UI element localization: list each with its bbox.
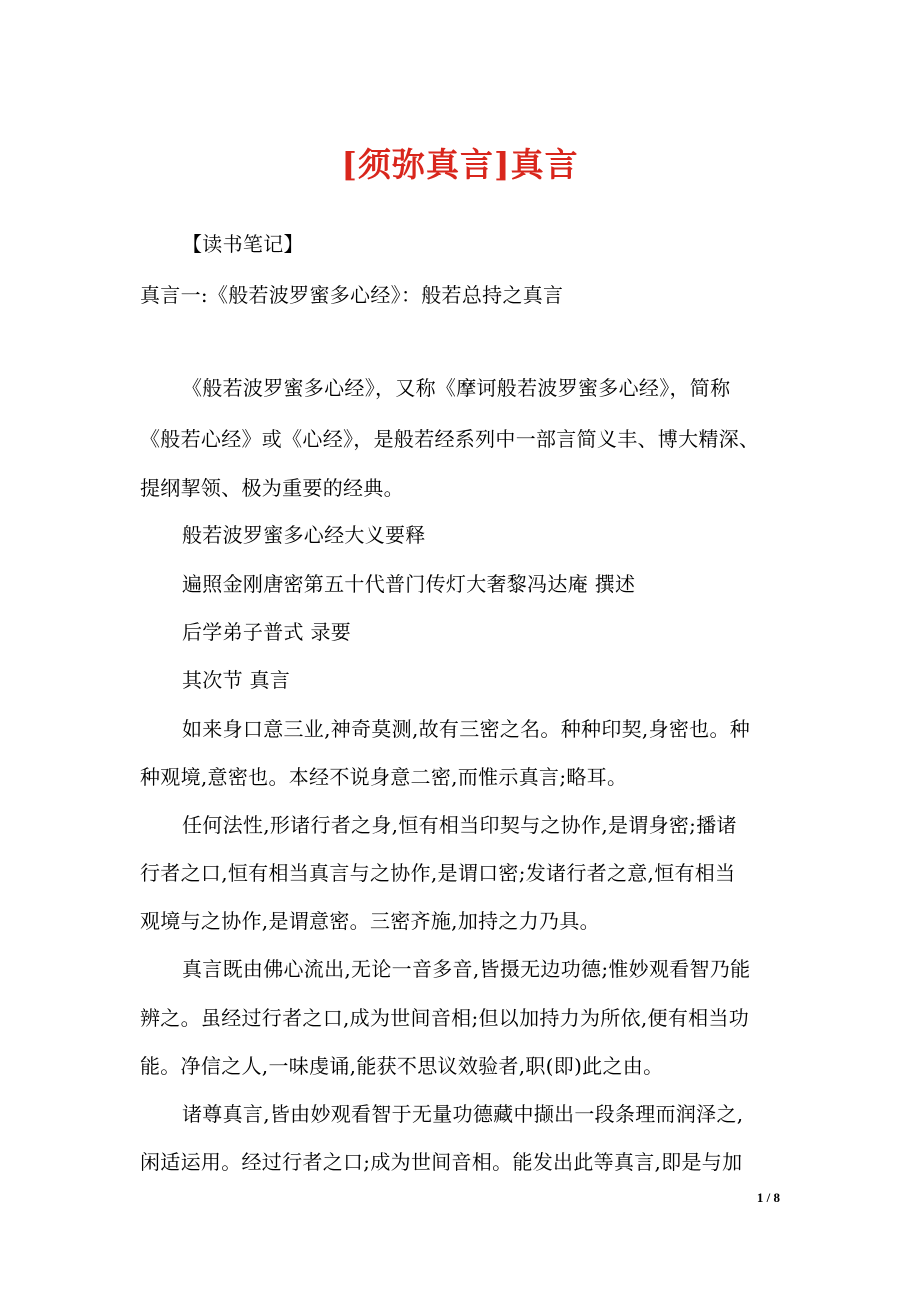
paragraph-line: 般若波罗蜜多心经大义要释 [182,523,426,547]
section-label: 【读书笔记】 [182,232,304,256]
paragraph-line: 后学弟子普式 录要 [182,620,352,644]
paragraph-line: 《般若波罗蜜多心经》，又称《摩诃般若波罗蜜多心经》，简称 [182,376,731,400]
paragraph-line: 种观境,意密也。本经不说身意二密,而惟示真言;略耳。 [140,765,628,789]
paragraph-line: 《般若心经》或《心经》，是般若经系列中一部言简义丰、博大精深、 [140,427,760,451]
paragraph-line: 如来身口意三业,神奇莫测,故有三密之名。种种印契,身密也。种 [182,717,751,741]
paragraph-line: 真言既由佛心流出,无论一音多音,皆摄无边功德;惟妙观看智乃能 [182,957,751,981]
paragraph-line: 诸尊真言,皆由妙观看智于无量功德藏中撷出一段条理而润泽之, [182,1102,744,1126]
section-heading: 真言一:《般若波罗蜜多心经》：般若总持之真言 [140,283,564,307]
paragraph-line: 任何法性,形诸行者之身,恒有相当印契与之协作,是谓身密;播诸 [182,813,737,837]
paragraph-line: 辨之。虽经过行者之口,成为世间音相;但以加持力为所依,便有相当功 [140,1006,750,1030]
paragraph-line: 其次节 真言 [182,668,291,692]
paragraph-line: 观境与之协作,是谓意密。三密齐施,加持之力乃具。 [140,909,600,933]
paragraph-line: 能。净信之人,一味虔诵,能获不思议效验者,职(即)此之由。 [140,1054,664,1078]
paragraph-line: 行者之口,恒有相当真言与之协作,是谓口密;发诸行者之意,恒有相当 [140,861,736,885]
document-title: [须弥真言]真言 [341,145,579,184]
paragraph-line: 提纲挈领、极为重要的经典。 [140,476,404,500]
paragraph-line: 遍照金刚唐密第五十代普门传灯大奢黎冯达庵 撰述 [182,572,636,596]
page-number: 1 / 8 [756,1190,780,1205]
paragraph-line: 闲适运用。经过行者之口;成为世间音相。能发出此等真言,即是与加 [140,1150,743,1174]
